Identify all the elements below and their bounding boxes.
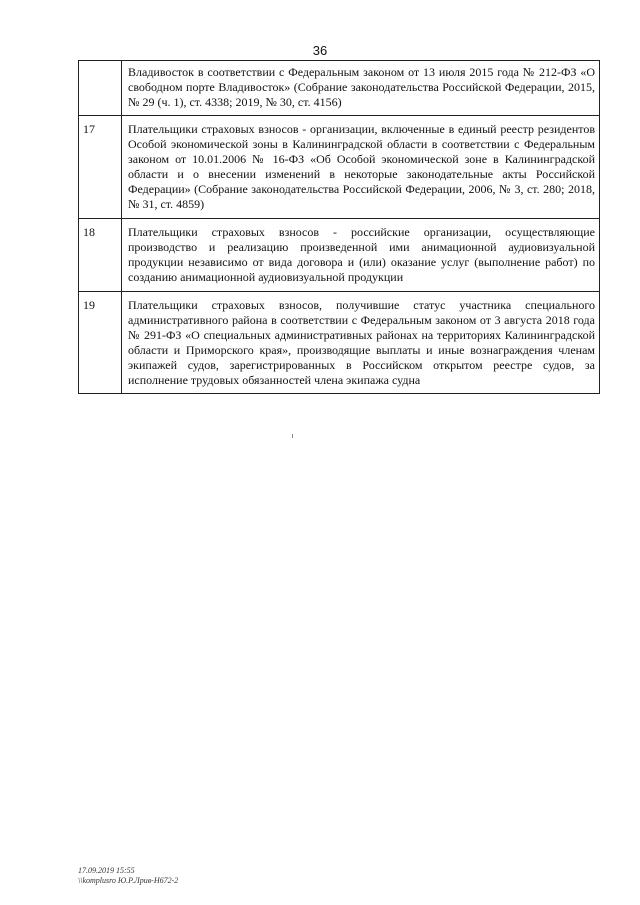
row-text: Плательщики страховых взносов - организации, включенные в единый реестр резидентов Особой экономической зоны в Калининградской области в соответствии с Федеральным законом от 10.01.2006 № 16-ФЗ «Об Особой экономической зоне в Калининградской области и о внесении изменений в некоторые законодательные акты Российской Федерации» (Собрание законодательства Российской Федерации, 2006, № 3, ст. 280; 2018, № 31, ст. 4859) xyxy=(122,116,600,219)
document-footer xyxy=(78,866,178,886)
footer-date: 17.09.2019 15:55 xyxy=(78,866,135,875)
footer-path: \\komplusro Ю.Р.Лрив-Н672-2 xyxy=(78,876,179,885)
row-text: Плательщики страховых взносов, получившие статус участника специального административного района в соответствии с Федеральным законом от 3 августа 2018 года № 291-ФЗ «О специальных административных районах на территориях Калининградской области и Приморского края», производящие выплаты и иные вознаграждения членам экипажей судов, зарегистрированных в Российском открытом реестре судов, за исполнение трудовых обязанностей члена экипажа судна xyxy=(122,292,600,394)
row-number: 19 xyxy=(79,292,122,394)
row-text: Плательщики страховых взносов - российские организации, осуществляющие производство и реализацию произведенной ими анимационной аудиовизуальной продукции независимо от вида договора и (или) оказание услуг (выполнение работ) по созданию анимационной аудиовизуальной продукции xyxy=(122,219,600,292)
table-row xyxy=(79,219,600,292)
row-text: Владивосток в соответствии с Федеральным законом от 13 июля 2015 года № 212-ФЗ «О свободном порте Владивосток» (Собрание законодательства Российской Федерации, 2015, № 29 (ч. 1), ст. 4338; 2019, № 30, ст. 4156) xyxy=(122,61,600,116)
document-table xyxy=(78,60,600,394)
page-number: 36 xyxy=(312,43,328,58)
table-row xyxy=(79,61,600,116)
row-number: 18 xyxy=(79,219,122,292)
table-row xyxy=(79,292,600,394)
table-row xyxy=(79,116,600,219)
scan-speck xyxy=(292,434,293,438)
row-number: 17 xyxy=(79,116,122,219)
row-number xyxy=(79,61,122,116)
